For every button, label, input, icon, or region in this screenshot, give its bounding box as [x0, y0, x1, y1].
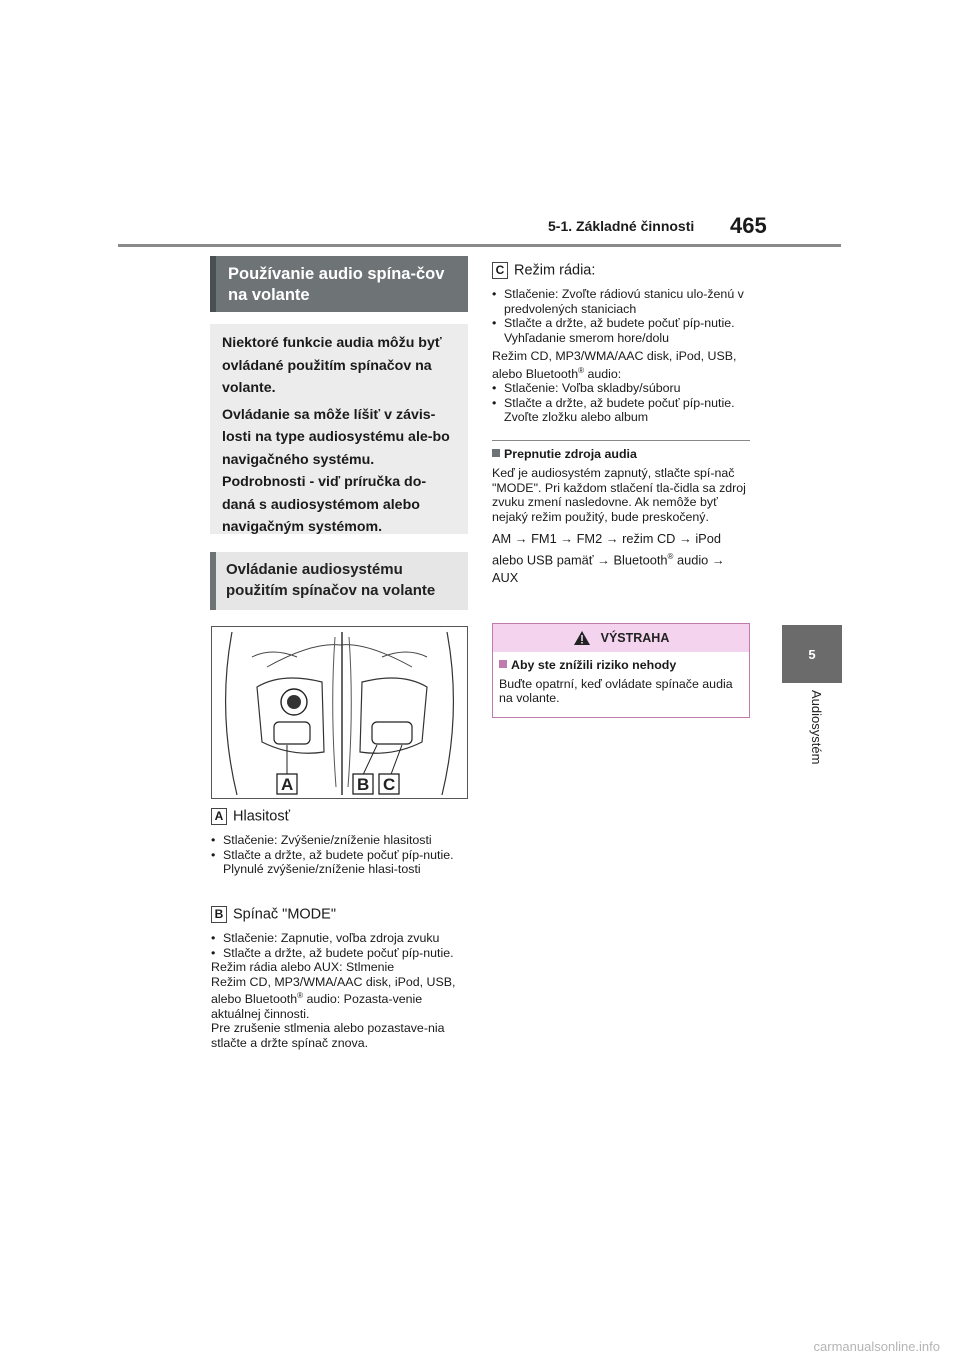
item-b-para-2: Režim CD, MP3/WMA/AAC disk, iPod, USB, alebo Bluetooth® audio: Pozasta-venie aktuálnej činnosti. [211, 974, 456, 1021]
source-sequence: AM → FM1 → FM2 → režim CD → iPod alebo USB pamäť → Bluetooth® audio → AUX [492, 531, 725, 586]
item-b-letter: B [211, 906, 227, 923]
item-a-bullet-1: • Stlačenie: Zvýšenie/zníženie hlasitosti [211, 833, 469, 848]
item-c-letter: C [492, 262, 508, 279]
source-switch-title: Prepnutie zdroja audia [504, 447, 637, 461]
item-c-para: Režim CD, MP3/WMA/AAC disk, iPod, USB, alebo Bluetooth® audio: [492, 349, 737, 381]
figure-label-b: B [357, 775, 370, 794]
intro-box [210, 324, 468, 534]
source-switch-section [492, 447, 750, 587]
item-c-title: Režim rádia: [514, 262, 596, 279]
item-b-para-1: Režim rádia alebo AUX: Stlmenie [211, 960, 395, 974]
figure-label-a: A [281, 775, 294, 794]
divider [492, 440, 750, 441]
intro-paragraph-2: Ovládanie sa môže líšiť v závis-losti na type audiosystému ale-bo navigačného systému. Podrobnosti - viď príručka do-daná s audiosystémom alebo navigačným systémom. [222, 406, 450, 535]
warning-box [492, 623, 750, 718]
item-c-bullet-3: • Stlačenie: Voľba skladby/súboru [492, 381, 750, 396]
page-number: 465 [730, 213, 767, 238]
intro-paragraph-1: Niektoré funkcie audia môžu byť ovládané použitím spínačov na volante. [222, 335, 442, 396]
square-bullet-icon [492, 449, 500, 457]
section-heading-2: Ovládanie audiosystému použitím spínačov na volante [210, 552, 468, 610]
item-c [492, 262, 750, 425]
warning-triangle-icon [573, 630, 591, 646]
section-heading-1: Používanie audio spína-čov na volante [210, 256, 468, 312]
square-bullet-icon [499, 660, 507, 668]
chapter-title: 5-1. Základné činnosti [548, 218, 695, 234]
item-a-title: Hlasitosť [233, 808, 291, 825]
chapter-tab-label: Audiosystém [809, 690, 824, 765]
steering-wheel-drawing [212, 627, 467, 798]
item-b-title: Spínač "MODE" [233, 906, 336, 923]
warning-heading: VÝSTRAHA [600, 631, 670, 645]
warning-header [493, 624, 749, 652]
item-c-bullet-4: • Stlačte a držte, až budete počuť píp-nutie. Zvoľte zložku alebo album [492, 396, 750, 425]
item-a-letter: A [211, 808, 227, 825]
item-a-bullet-2: • Stlačte a držte, až budete počuť píp-nutie. Plynulé zvýšenie/zníženie hlasi-tosti [211, 848, 469, 877]
item-c-bullet-1: • Stlačenie: Zvoľte rádiovú stanicu ulo-ženú v predvolených staniciach [492, 287, 750, 316]
item-b-bullet-1: • Stlačenie: Zapnutie, voľba zdroja zvuku [211, 931, 469, 946]
item-a [211, 808, 469, 877]
warning-text: Buďte opatrní, keď ovládate spínače audia na volante. [499, 676, 733, 705]
item-b [211, 906, 469, 1050]
item-c-bullet-2: • Stlačte a držte, až budete počuť píp-nutie. Vyhľadanie smerom hore/dolu [492, 316, 750, 345]
warning-title: Aby ste znížili riziko nehody [511, 658, 677, 672]
item-b-bullet-2: • Stlačte a držte, až budete počuť píp-nutie. [211, 946, 469, 961]
header-rule [118, 244, 841, 247]
source-switch-text: Keď je audiosystém zapnutý, stlačte spí-nač "MODE". Pri každom stlačení tla-čidla sa zdroj zvuku zmení nasledovne. Ak nemôže byť nejaký režim použitý, bude preskočený. [492, 466, 746, 524]
chapter-tab: 5 [782, 625, 842, 683]
figure-label-c: C [383, 775, 396, 794]
steering-wheel-illustration [211, 626, 468, 799]
item-b-para-3: Pre zrušenie stlmenia alebo pozastave-nia stlačte a držte spínač znova. [211, 1021, 445, 1050]
watermark: carmanualsonline.info [813, 1339, 940, 1354]
